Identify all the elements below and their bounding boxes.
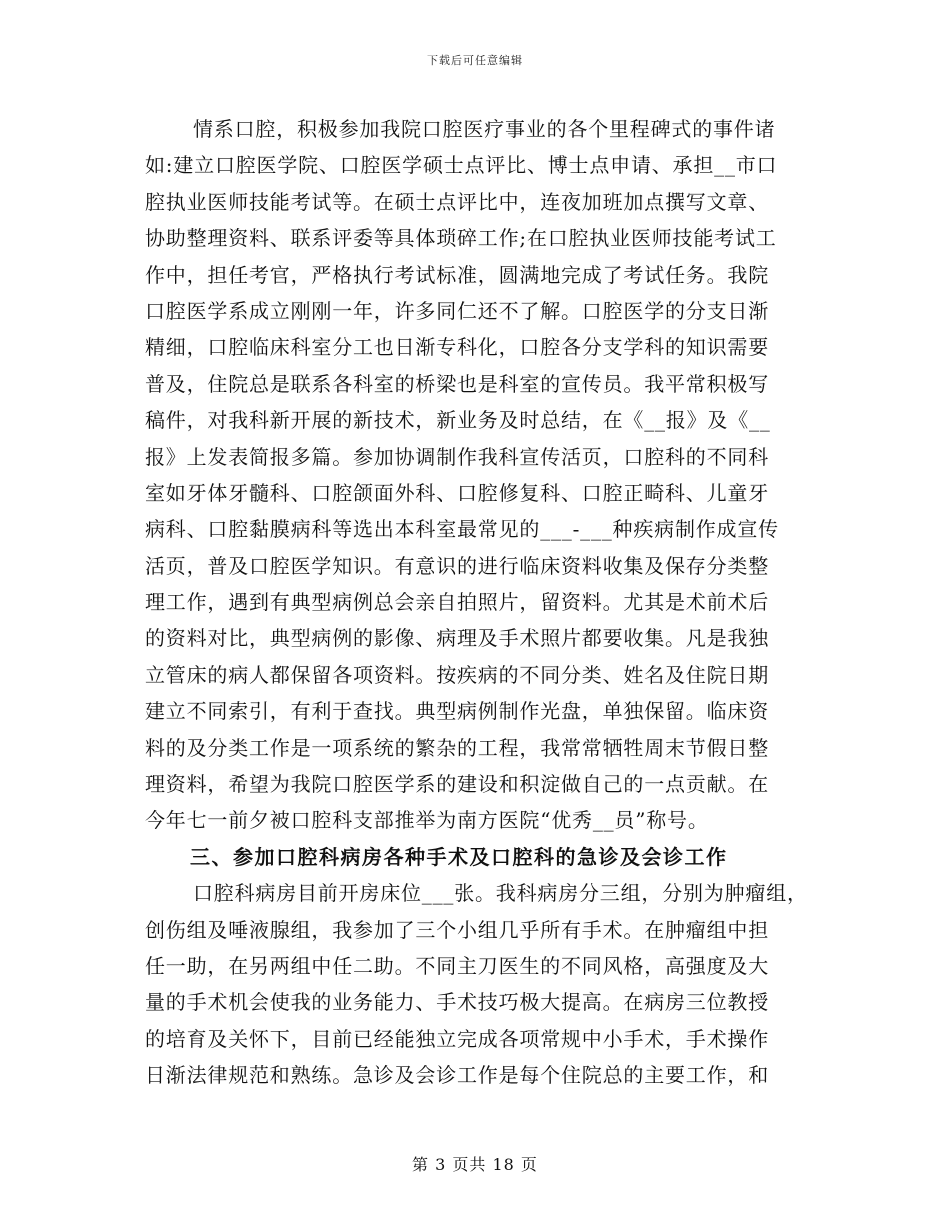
- paragraph-line: 活页，普及口腔医学知识。有意识的进行临床资料收集及保存分类整: [145, 553, 769, 578]
- paragraph-line: 今年七一前夕被口腔科支部推举为南方医院“优秀__员”称号。: [145, 808, 709, 833]
- paragraph-line: 协助整理资料、联系评委等具体琐碎工作;在口腔执业医师技能考试工: [145, 226, 777, 251]
- paragraph-line: 如:建立口腔医学院、口腔医学硕士点评比、博士点申请、承担__市口: [145, 153, 778, 178]
- page-header: 下载后可任意编辑: [427, 54, 523, 67]
- paragraph-line: 报》上发表简报多篇。参加协调制作我科宣传活页，口腔科的不同科: [145, 444, 769, 469]
- paragraph-line: 作中，担任考官，严格执行考试标准，圆满地完成了考试任务。我院: [145, 262, 769, 287]
- paragraph-line: 创伤组及唾液腺组，我参加了三个小组几乎所有手术。在肿瘤组中担: [145, 917, 769, 942]
- paragraph-line: 口腔医学系成立刚刚一年，许多同仁还不了解。口腔医学的分支日渐: [145, 298, 769, 323]
- section-heading: 三、参加口腔科病房各种手术及口腔科的急诊及会诊工作: [190, 844, 728, 869]
- page-footer: 第 3 页共 18 页: [412, 1155, 538, 1174]
- paragraph-line: 料的及分类工作是一项系统的繁杂的工程，我常常牺牲周末节假日整: [145, 735, 769, 760]
- paragraph-line: 理资料，希望为我院口腔医学系的建设和积淀做自己的一点贡献。在: [145, 772, 769, 797]
- paragraph-line: 情系口腔，积极参加我院口腔医疗事业的各个里程碑式的事件诸: [193, 117, 776, 141]
- paragraph-line: 普及，住院总是联系各科室的桥梁也是科室的宣传员。我平常积极写: [145, 371, 769, 396]
- paragraph-line: 病科、口腔黏膜病科等选出本科室最常见的___-___种疾病制作成宣传: [145, 517, 779, 542]
- paragraph-line: 口腔科病房目前开房床位___张。我科病房分三组，分别为肿瘤组，: [193, 881, 808, 906]
- paragraph-line: 精细，口腔临床科室分工也日渐专科化，口腔各分支学科的知识需要: [145, 335, 769, 360]
- paragraph-line: 的培育及关怀下，目前已经能独立完成各项常规中小手术，手术操作: [145, 1026, 769, 1051]
- paragraph-line: 理工作，遇到有典型病例总会亲自拍照片，留资料。尤其是术前术后: [145, 590, 769, 615]
- paragraph-line: 的资料对比，典型病例的影像、病理及手术照片都要收集。凡是我独: [145, 626, 769, 651]
- paragraph-line: 建立不同索引，有利于查找。典型病例制作光盘，单独保留。临床资: [145, 699, 769, 724]
- paragraph-line: 腔执业医师技能考试等。在硕士点评比中，连夜加班加点撰写文章、: [145, 189, 769, 214]
- body-text: [0, 111, 950, 1094]
- paragraph-line: 日渐法律规范和熟练。急诊及会诊工作是每个住院总的主要工作，和: [145, 1063, 769, 1088]
- paragraph-line: 任一助，在另两组中任二助。不同主刀医生的不同风格，高强度及大: [145, 953, 769, 978]
- paragraph-line: 量的手术机会使我的业务能力、手术技巧极大提高。在病房三位教授: [145, 990, 769, 1015]
- paragraph-line: 稿件，对我科新开展的新技术，新业务及时总结，在《__报》及《__: [145, 408, 771, 433]
- paragraph-line: 立管床的病人都保留各项资料。按疾病的不同分类、姓名及住院日期: [145, 662, 769, 687]
- paragraph-line: 室如牙体牙髓科、口腔颌面外科、口腔修复科、口腔正畸科、儿童牙: [145, 480, 769, 505]
